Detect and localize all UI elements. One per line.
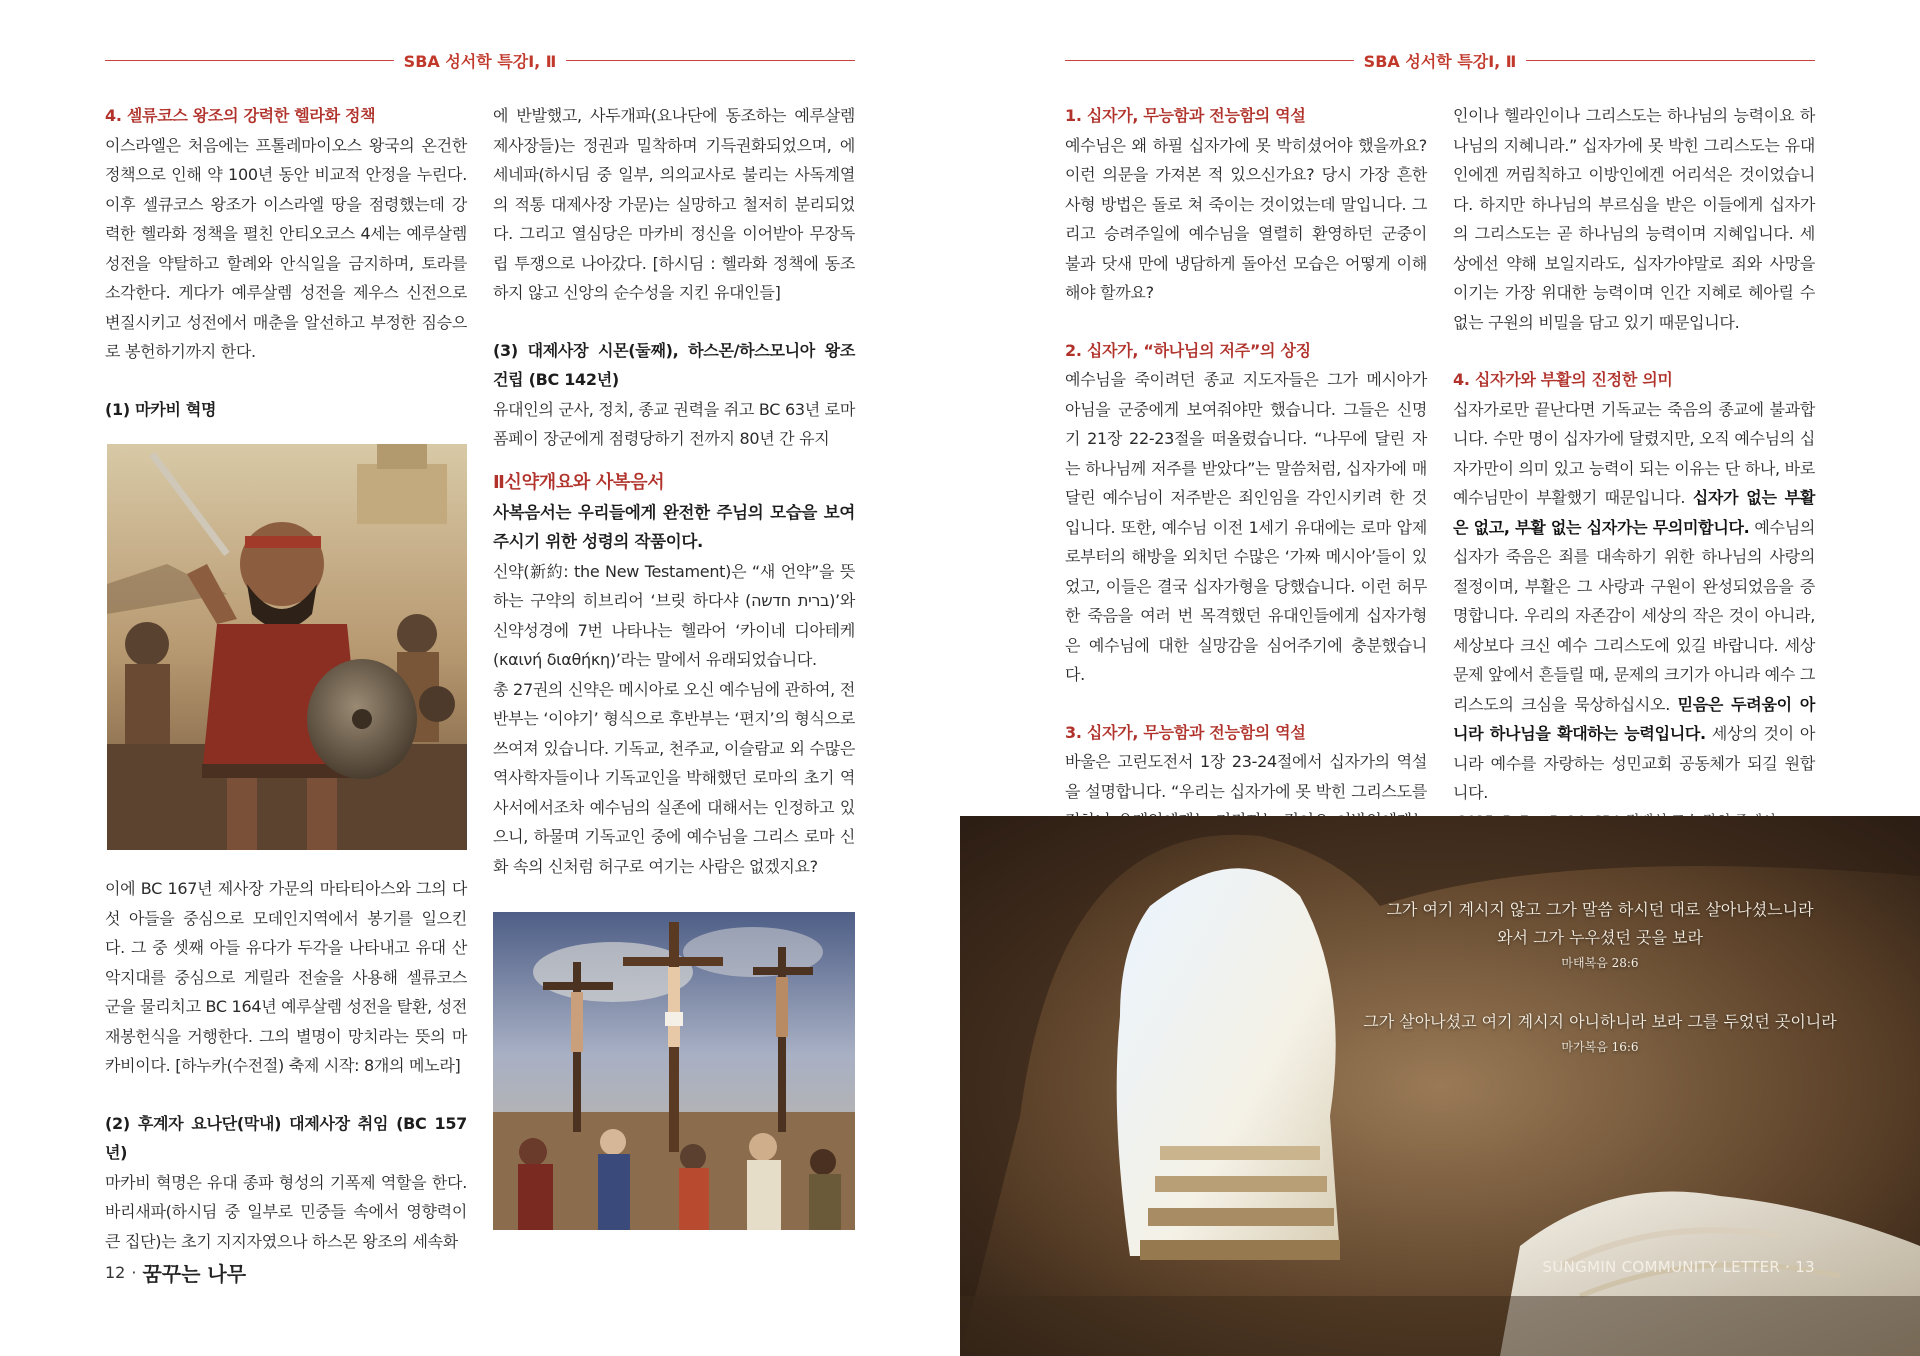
quote-line: 와서 그가 누우셨던 곳을 보라 bbox=[1497, 928, 1703, 947]
emphasis: 십자가 없는 부활은 없고, 부활 없는 십자가는 무의미합니다. bbox=[1453, 488, 1815, 537]
lead-sentence: 사복음서는 우리들에게 완전한 주님의 모습을 보여주시기 위한 성령의 작품이다. bbox=[493, 502, 855, 551]
paragraph: 예수님을 죽이려던 종교 지도자들은 그가 메시아가 아님을 군중에게 보여줘야만 했습니다. 그들은 신명기 21장 22-23절을 떠올렸습니다. “나무에 달린 자는 하나님께 저주를 받았다”는 말씀처럼, 십자가에 매달린 예수님이 저주받은 죄인임을 각인시키려 한 것입니다. 또한, 예수님 이전 1세기 유대에는 로마 압제로부터의 해방을 외치던 수많은 ‘가짜 메시아’들이 있었고, 이들은 결국 십자가형을 당했습니다. 이런 허무한 죽음을 여러 번 목격했던 유대인들에게 십자가형은 예수님에 대한 실망감을 심어주기에 충분했습니다. bbox=[1065, 370, 1427, 684]
running-header bbox=[1065, 50, 1815, 70]
paragraph: 이스라엘은 처음에는 프톨레마이오스 왕국의 온건한 정책으로 인해 약 100년 동안 비교적 안정을 누린다. 이후 셀큐코스 왕조가 이스라엘 땅을 점령했는데 강력한 헬라화 정책을 펼친 안티오코스 4세는 예루살렘 성전을 약탈하고 할례와 안식일을 금지하며, 토라를 소각한다. 게다가 예루살렘 성전을 제우스 신전으로 변질시키고 성전에서 매춘을 알선하고 부정한 짐승으로 봉헌하기까지 한다. bbox=[105, 135, 467, 361]
crucifixion-image bbox=[493, 912, 855, 1230]
scripture-quote-1 bbox=[1340, 896, 1860, 974]
emphasis: 믿음은 두려움이 아니라 하나님을 확대하는 능력입니다. bbox=[1453, 694, 1815, 743]
quote-reference: 마가복음 16:6 bbox=[1561, 1040, 1639, 1054]
header-title: SBA 성서학 특강Ⅰ, Ⅱ bbox=[403, 51, 557, 71]
magazine-brand: 꿈꾸는 나무 bbox=[142, 1262, 247, 1286]
paragraph: 인이나 헬라인이나 그리스도는 하나님의 능력이요 하나님의 지혜니라.” 십자가에 못 박힌 그리스도는 유대인에겐 꺼림칙하고 이방인에겐 어리석은 것이었습니다. 하지만 하나님의 부르심을 받은 이들에게 십자가의 그리스도는 곧 하나님의 능력이며 지혜입니다. 세상에선 약해 보일지라도, 십자가야말로 죄와 사망을 이기는 가장 위대한 능력이며 인간 지혜로 헤아릴 수 없는 구원의 비밀을 담고 있기 때문입니다. bbox=[1453, 106, 1815, 332]
quote-line: 그가 살아나셨고 여기 계시지 아니하니라 보라 그를 두었던 곳이니라 bbox=[1363, 1012, 1837, 1031]
scripture-quote-2 bbox=[1340, 1008, 1860, 1058]
right-page bbox=[960, 0, 1920, 1356]
left-column-2 bbox=[493, 101, 855, 881]
running-header bbox=[105, 50, 855, 70]
page-number: 12 bbox=[105, 1263, 126, 1282]
heading-cross-curse: 2. 십자가, “하나님의 저주”의 상징 bbox=[1065, 340, 1311, 360]
left-column-1 bbox=[105, 101, 467, 424]
paragraph: 십자가로만 끝난다면 기독교는 죽음의 종교에 불과합니다. 수만 명이 십자가에 달렸지만, 오직 예수님의 십자가만이 의미 있고 능력이 되는 이유는 단 하나, 바로 예수님만이 부활했기 때문입니다. 십자가 없는 부활은 없고, 부활 없는 십자가는 무의미합니다. 예수님의 십자가 죽음은 죄를 대속하기 위한 하나님의 사랑의 절정이며, 부활은 그 사랑과 구원이 완성되었음을 증명합니다. 우리의 자존감이 세상의 작은 것이 아니라, 세상보다 크신 예수 그리스도에 있길 바랍니다. 세상 문제 앞에서 흔들릴 때, 문제의 크기가 아니라 예수 그리스도의 크심을 묵상하십시오. 믿음은 두려움이 아니라 하나님을 확대하는 능력입니다. 세상의 것이 아니라 예수를 자랑하는 성민교회 공동체가 되길 원합니다. bbox=[1453, 399, 1816, 802]
footer-right: SUNGMIN COMMUNITY LETTER · 13 bbox=[1542, 1258, 1815, 1276]
footer-left: 12 · 꿈꾸는 나무 bbox=[105, 1258, 246, 1287]
paragraph: 유대인의 군사, 정치, 종교 권력을 쥐고 BC 63년 로마 폼페이 장군에게 점령당하기 전까지 80년 간 유지 bbox=[493, 399, 855, 448]
paragraph: 신약(新約: the New Testament)은 “새 언약”을 뜻하는 구약의 히브리어 ‘브릿 하다샤 (ברית חדשה)’와 신약성경에 7번 나타나는 헬라어 ‘카이네 디아테케(καινή διαθήκη)’라는 말에서 유래되었습니다. bbox=[493, 561, 855, 669]
heading-seleucid: 4. 셀류코스 왕조의 강력한 헬라화 정책 bbox=[105, 106, 376, 125]
right-column-1 bbox=[1065, 101, 1427, 895]
left-column-1-lower bbox=[105, 874, 467, 1256]
paragraph: 총 27권의 신약은 메시아로 오신 예수님에 관하여, 전반부는 ‘이야기’ 형식으로 후반부는 ‘편지’의 형식으로 쓰여져 있습니다. 기독교, 천주교, 이슬람교 외 수많은 역사학자들이나 기독교인을 박해했던 로마의 초기 역사서에서조차 예수님의 실존에 대해서는 인정하고 있으니, 하물며 기독교인 중에 예수님을 그리스 로마 신화 속의 신처럼 허구로 여기는 사람은 없겠지요? bbox=[493, 679, 855, 876]
paragraph: 이에 BC 167년 제사장 가문의 마타티아스와 그의 다섯 아들을 중심으로 모데인지역에서 봉기를 일으킨다. 그 중 셋째 아들 유다가 두각을 나타내고 유대 산악지대를 중심으로 게릴라 전술을 사용해 셀류코스 군을 물리치고 BC 164년 예루살렘 성전을 탈환, 성전 재봉헌식을 거행한다. 그의 별명이 망치라는 뜻의 마카비이다. [하누카(수전절) 축제 시작: 8개의 메노라] bbox=[105, 879, 468, 1075]
paragraph: 마카비 혁명은 유대 종파 형성의 기폭제 역할을 한다. 바리새파(하시딤 중 일부로 민중들 속에서 영향력이 큰 집단)는 초기 지지자였으나 하스몬 왕조의 세속화 bbox=[105, 1172, 467, 1251]
heading-cross-paradox-2: 3. 십자가, 무능함과 전능함의 역설 bbox=[1065, 722, 1306, 742]
right-column-2 bbox=[1453, 101, 1815, 837]
heading-jonathan: (2) 후계자 요나단(막내) 대제사장 취임 (BC 157년) bbox=[105, 1113, 467, 1162]
header-title: SBA 성서학 특강Ⅰ, Ⅱ bbox=[1363, 51, 1517, 71]
warrior-image bbox=[107, 444, 467, 850]
heading-simon: (3) 대제사장 시몬(둘째), 하스몬/하스모니아 왕조 건립 (BC 142년) bbox=[493, 340, 855, 389]
paragraph: 예수님은 왜 하필 십자가에 못 박히셨어야 했을까요? 이런 의문을 가져본 적 있으신가요? 당시 가장 흔한 사형 방법은 돌로 쳐 죽이는 것이었는데 말입니다. 그리고 승려주일에 예수님을 열렬히 환영하던 군중이 불과 닷새 만에 냉담하게 돌아선 모습은 어떻게 이해해야 할까요? bbox=[1065, 135, 1427, 302]
heading-cross-paradox: 1. 십자가, 무능함과 전능함의 역설 bbox=[1065, 106, 1306, 125]
section-heading-new-testament: Ⅱ신약개요와 사복음서 bbox=[493, 471, 665, 493]
quote-line: 그가 여기 계시지 않고 그가 말씀 하시던 대로 살아나셨느니라 bbox=[1386, 900, 1814, 919]
quote-reference: 마태복음 28:6 bbox=[1561, 956, 1639, 970]
heading-resurrection: 4. 십자가와 부활의 진정한 의미 bbox=[1453, 370, 1673, 389]
paragraph: 에 반발했고, 사두개파(요나단에 동조하는 예루살렘 제사장들)는 정권과 밀착하며 기득권화되었으며, 에세네파(하시딤 중 일부, 의의교사로 불리는 사독계열의 적통 대제사장 가문)는 실망하고 철저히 분리되었다. 그리고 열심당은 마카비 정신을 이어받아 무장독립 투쟁으로 나아갔다. [하시딤 : 헬라화 정책에 동조하지 않고 신앙의 순수성을 지킨 유대인들] bbox=[493, 106, 855, 302]
paragraph: 바울은 고린도전서 1장 23-24절에서 십자가의 역설을 설명합니다. “우리는 십자가에 못 박힌 그리스도를 bbox=[1065, 752, 1427, 801]
heading-maccabee: (1) 마카비 혁명 bbox=[105, 399, 217, 419]
